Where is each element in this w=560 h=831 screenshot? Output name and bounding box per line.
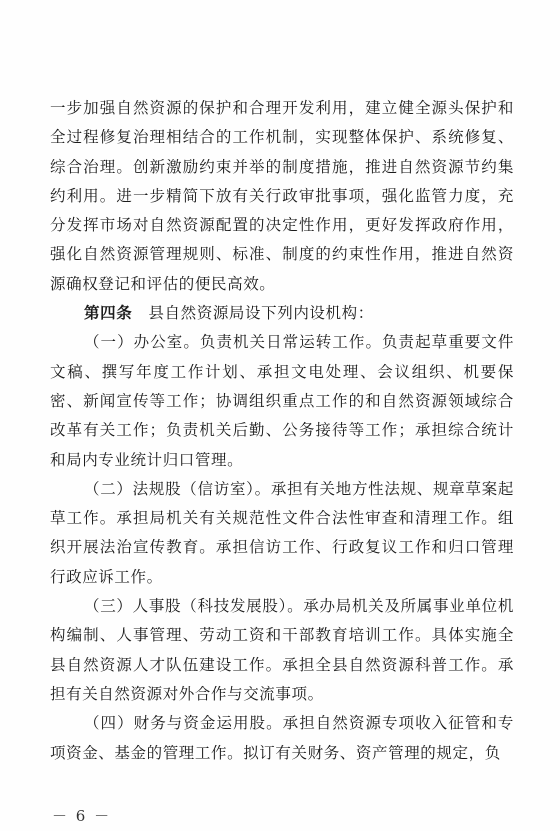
- page-number: － 6 －: [52, 807, 112, 825]
- paragraph-text: （二）法规股（信访室）。承担有关地方性法规、规章草案起草工作。承担局机关有关规范性文件合法性审查和清理工作。组织开展法治宣传教育。承担信访工作、行政复议工作和归口管理行政应诉工作。: [50, 479, 514, 586]
- paragraph-legal: [50, 475, 514, 592]
- paragraph-text: （四）财务与资金运用股。承担自然资源专项收入征管和专项资金、基金的管理工作。拟订有关财务、资产管理的规定，负: [50, 714, 514, 762]
- article-four-heading: [50, 299, 514, 328]
- paragraph-personnel: [50, 592, 514, 709]
- paragraph-office: [50, 328, 514, 474]
- paragraph-text: （一）办公室。负责机关日常运转工作。负责起草重要文件文稿、撰写年度工作计划、承担文电处理、会议组织、机要保密、新闻宣传等工作；协调组织重点工作的和自然资源领域综合改革有关工作；负责机关后勤、公务接待等工作；承担综合统计和局内专业统计归口管理。: [50, 333, 514, 469]
- paragraph-text: 一步加强自然资源的保护和合理开发利用，建立健全源头保护和全过程修复治理相结合的工作机制，实现整体保护、系统修复、综合治理。创新激励约束并举的制度措施，推进自然资源节约集约利用。进一步精简下放有关行政审批事项，强化监管力度，充分发挥市场对自然资源配置的决定性作用，更好发挥政府作用，强化自然资源管理规则、标准、制度的约束性作用，推进自然资源确权登记和评估的便民高效。: [50, 99, 514, 293]
- paragraph-finance: [50, 709, 514, 768]
- article-number: 第四条: [84, 304, 133, 323]
- paragraph-text: （三）人事股（科技发展股）。承办局机关及所属事业单位机构编制、人事管理、劳动工资和干部教育培训工作。具体实施全县自然资源人才队伍建设工作。承担全县自然资源科普工作。承担有关自然资源对外合作与交流事项。: [50, 597, 514, 703]
- paragraph-intro: [50, 94, 514, 299]
- document-body: [50, 94, 514, 768]
- paragraph-text: 县自然资源局设下列内设机构：: [132, 304, 374, 323]
